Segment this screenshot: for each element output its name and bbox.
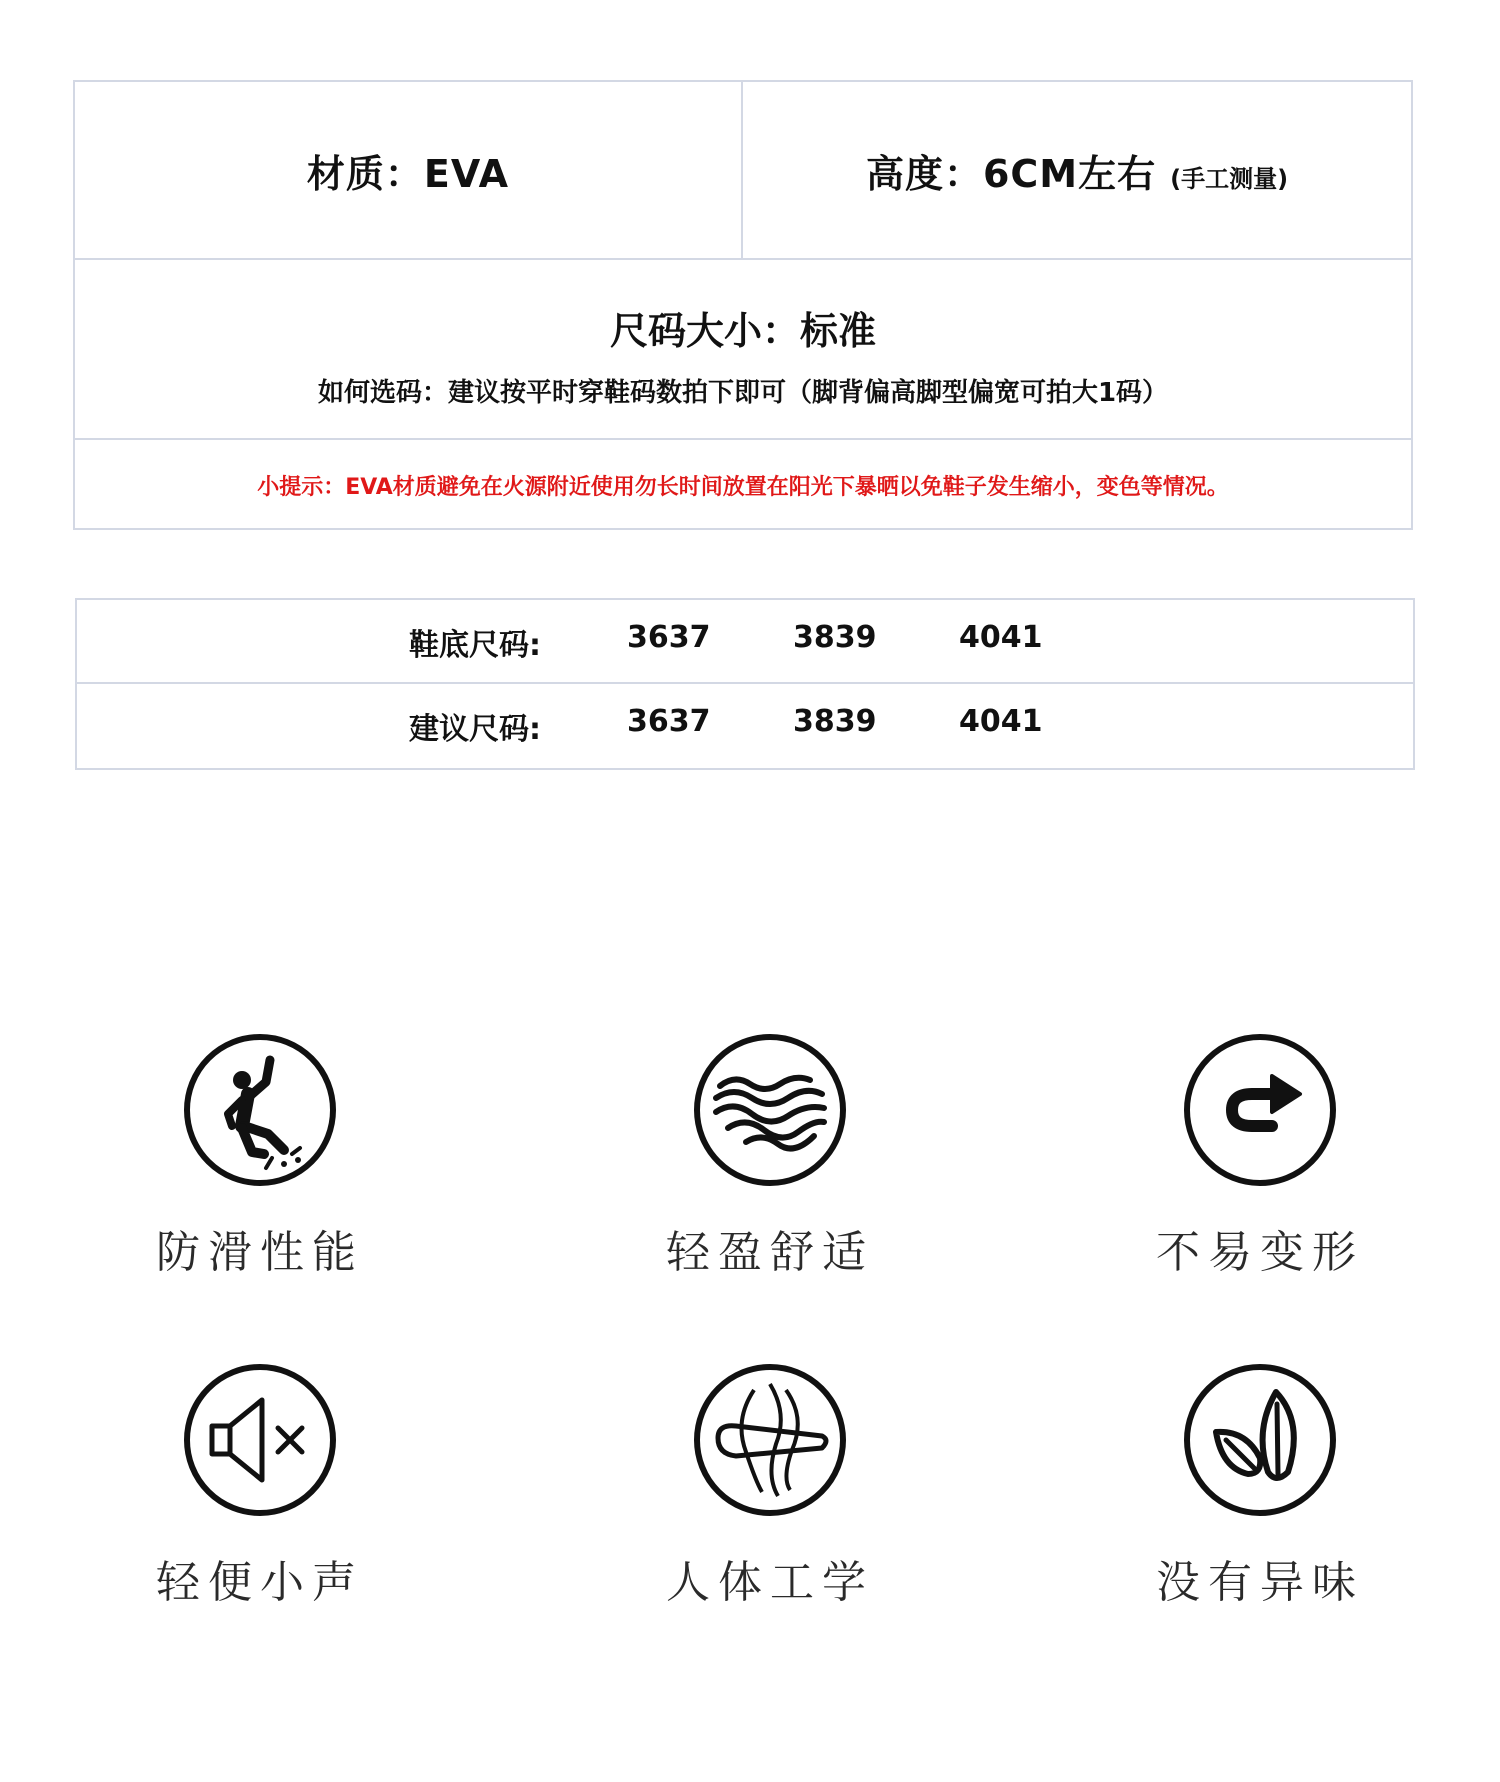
ergonomic-icon <box>690 1360 850 1520</box>
height-label: 高度：6CM左右 <box>865 151 1157 196</box>
spec-table <box>73 80 1413 530</box>
redo-arrow-icon <box>1180 1030 1340 1190</box>
feature-label: 不易变形 <box>1156 1227 1364 1278</box>
table-row <box>77 684 1413 768</box>
size-value: 4041 <box>959 704 1043 739</box>
material-label: 材质：EVA <box>306 151 510 196</box>
feature-label: 轻盈舒适 <box>666 1227 874 1278</box>
feature-label: 人体工学 <box>666 1557 874 1608</box>
size-value: 3839 <box>793 704 877 739</box>
feature-label: 轻便小声 <box>156 1557 364 1608</box>
feature-lightweight <box>610 1030 930 1280</box>
spec-row-size <box>75 260 1411 440</box>
feature-quiet <box>100 1360 420 1610</box>
speaker-mute-icon <box>180 1360 340 1520</box>
leaves-icon <box>1180 1360 1340 1520</box>
feature-label: 没有异味 <box>1156 1557 1364 1608</box>
height-note: (手工测量) <box>1170 164 1289 193</box>
table-row <box>77 600 1413 684</box>
feature-label: 防滑性能 <box>156 1227 364 1278</box>
size-value: 3839 <box>793 620 877 655</box>
size-guide: 如何选码：建议按平时穿鞋码数拍下即可（脚背偏高脚型偏宽可拍大1码） <box>317 378 1169 408</box>
size-value: 3637 <box>627 704 711 739</box>
spec-row-tip <box>75 440 1411 530</box>
size-title: 尺码大小：标准 <box>609 309 876 353</box>
size-value: 4041 <box>959 620 1043 655</box>
care-tip: 小提示：EVA材质避免在火源附近使用勿长时间放置在阳光下暴晒以免鞋子发生缩小，变色等情况。 <box>257 474 1229 500</box>
feature-no-deform <box>1100 1030 1420 1280</box>
size-table <box>75 598 1415 770</box>
size-value: 3637 <box>627 620 711 655</box>
row-label: 建议尺码: <box>409 712 541 747</box>
row-label: 鞋底尺码: <box>409 628 541 663</box>
feature-anti-slip <box>100 1030 420 1280</box>
height-cell <box>743 82 1411 258</box>
spec-row-material-height <box>75 82 1411 260</box>
feature-odorless <box>1100 1360 1420 1610</box>
material-cell <box>75 82 743 258</box>
waves-icon <box>690 1030 850 1190</box>
feature-ergonomic <box>610 1360 930 1610</box>
slip-person-icon <box>180 1030 340 1190</box>
